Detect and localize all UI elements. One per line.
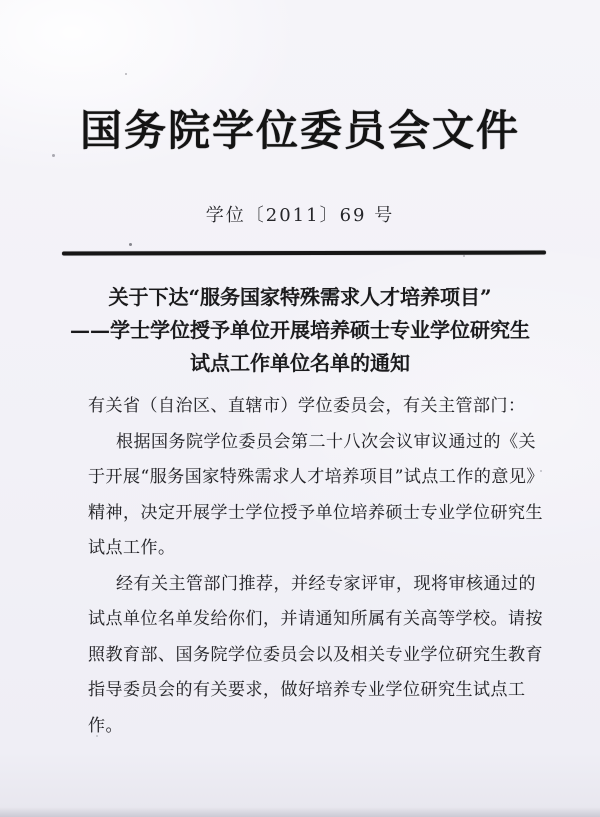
subject-heading-line: 关于下达“服务国家特殊需求人才培养项目” [108, 285, 492, 309]
body-text-line: 于开展“服务国家特殊需求人才培养项目”试点工作的意见》 [88, 467, 544, 487]
document-body [88, 389, 544, 744]
body-text-line: 照教育部、国务院学位委员会以及相关专业学位研究生教育 [88, 644, 543, 665]
body-text-line: 试点工作。 [88, 538, 176, 558]
scan-speck [540, 470, 542, 472]
scan-speck [125, 73, 127, 75]
body-text-line: 试点单位名单发给你们，并请通知所属有关高等学校。请按 [88, 609, 543, 629]
body-text-line: 根据国务院学位委员会第二十八次会议审议通过的《关 [116, 431, 536, 452]
scan-speck [96, 735, 98, 737]
document-masthead-title: 国务院学位委员会文件 [79, 106, 520, 155]
body-text-line: 作。 [88, 715, 123, 736]
document-number: 学位〔2011〕69 号 [205, 205, 395, 226]
subject-heading-line: ——学士学位授予单位开展培养硕士专业学位研究生 [70, 318, 530, 342]
scan-speck [129, 243, 132, 246]
scan-speck [463, 255, 465, 257]
body-text-line: 指导委员会的有关要求，做好培养专业学位研究生试点工 [88, 680, 526, 700]
body-salutation-line: 有关省（自治区、直辖市）学位委员会，有关主管部门： [88, 396, 526, 416]
subject-heading-line: 试点工作单位名单的通知 [190, 351, 410, 375]
body-text-line: 精神，决定开展学士学位授予单位培养硕士专业学位研究生 [88, 502, 543, 523]
scan-edge-shadow [0, 807, 600, 817]
masthead-divider-rule [62, 250, 546, 255]
subject-heading [0, 281, 600, 380]
body-text-line: 经有关主管部门推荐，并经专家评审，现将审核通过的 [116, 573, 536, 594]
scan-speck [52, 154, 55, 157]
